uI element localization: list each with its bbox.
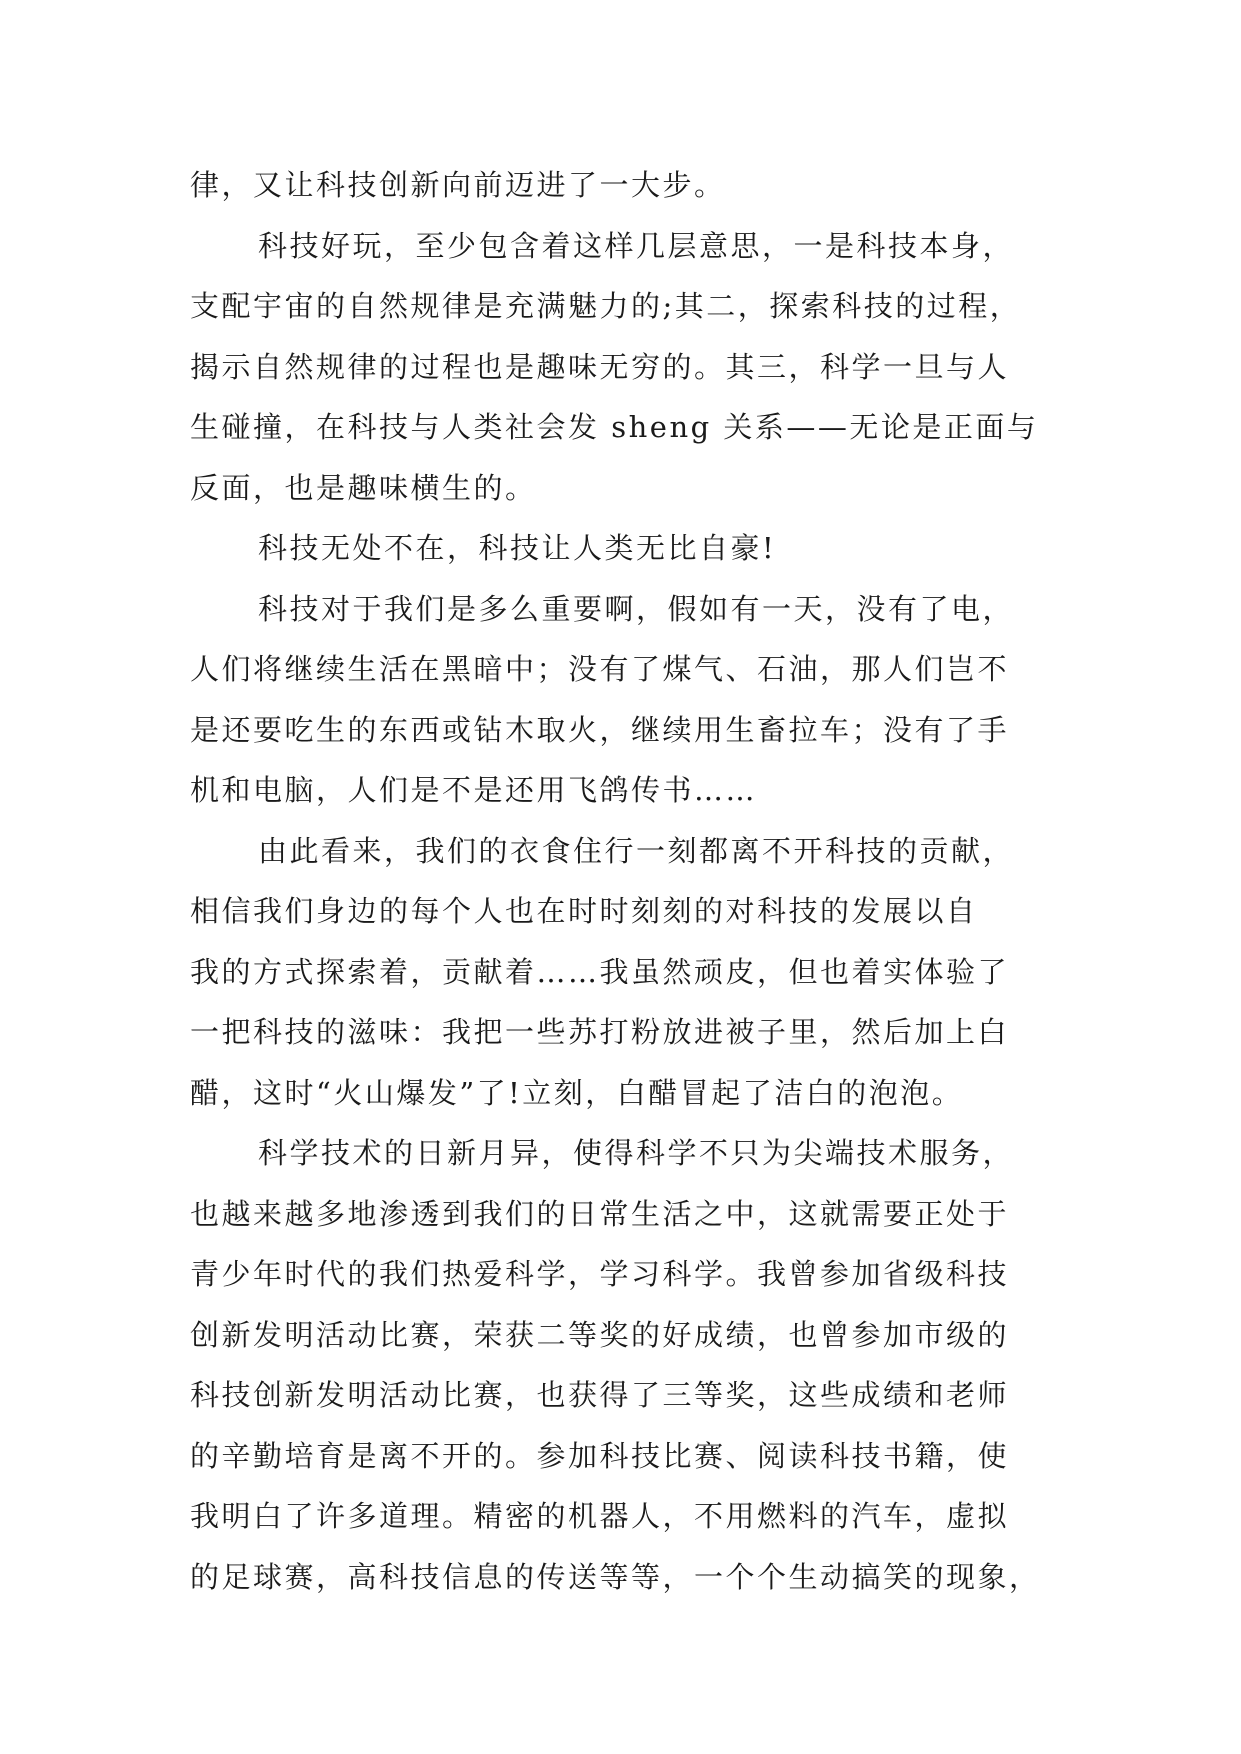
- text-line: 科技好玩，至少包含着这样几层意思，一是科技本身，: [258, 228, 1015, 263]
- text-line: 科技创新发明活动比赛，也获得了三等奖，这些成绩和老师: [190, 1378, 1010, 1412]
- text-line: 醋，这时“火山爆发”了!立刻，白醋冒起了洁白的泡泡。: [190, 1075, 964, 1110]
- text-line: 也越来越多地渗透到我们的日常生活之中，这就需要正处于: [190, 1196, 1010, 1231]
- text-line: 创新发明活动比赛，荣获二等奖的好成绩，也曾参加市级的: [190, 1317, 1010, 1352]
- text-line: 科技无处不在，科技让人类无比自豪!: [258, 531, 777, 565]
- text-line: 机和电脑，人们是不是还用飞鸽传书……: [190, 773, 758, 807]
- body-text: [190, 155, 1070, 1607]
- text-line: 我明白了许多道理。精密的机器人，不用燃料的汽车，虚拟: [190, 1499, 1010, 1533]
- text-line: 我的方式探索着，贡献着……我虽然顽皮，但也着实体验了: [190, 954, 1010, 989]
- text-line: 揭示自然规律的过程也是趣味无穷的。其三，科学一旦与人: [190, 349, 1010, 384]
- text-line: 人们将继续生活在黑暗中；没有了煤气、石油，那人们岂不: [190, 652, 1010, 686]
- text-line: 科学技术的日新月异，使得科学不只为尖端技术服务，: [258, 1136, 1015, 1170]
- text-line: 律，又让科技创新向前迈进了一大步。: [190, 168, 726, 202]
- text-line: 相信我们身边的每个人也在时时刻刻的对科技的发展以自: [190, 894, 978, 928]
- text-line: 生碰撞，在科技与人类社会发 sheng 关系——无论是正面与: [190, 410, 1039, 444]
- text-line: 支配宇宙的自然规律是充满魅力的;其二，探索科技的过程，: [190, 289, 1022, 323]
- text-line: 反面，也是趣味横生的。: [190, 470, 537, 505]
- text-line: 科技对于我们是多么重要啊，假如有一天，没有了电，: [258, 591, 1015, 626]
- text-line: 由此看来，我们的衣食住行一刻都离不开科技的贡献，: [258, 833, 1015, 868]
- text-line: 的足球赛，高科技信息的传送等等，一个个生动搞笑的现象，: [190, 1559, 1041, 1594]
- text-line: 一把科技的滋味：我把一些苏打粉放进被子里，然后加上白: [190, 1015, 1010, 1049]
- text-line: 是还要吃生的东西或钻木取火，继续用生畜拉车；没有了手: [190, 712, 1010, 747]
- text-line: 的辛勤培育是离不开的。参加科技比赛、阅读科技书籍，使: [190, 1438, 1010, 1473]
- text-line: 青少年时代的我们热爱科学，学习科学。我曾参加省级科技: [190, 1257, 1010, 1291]
